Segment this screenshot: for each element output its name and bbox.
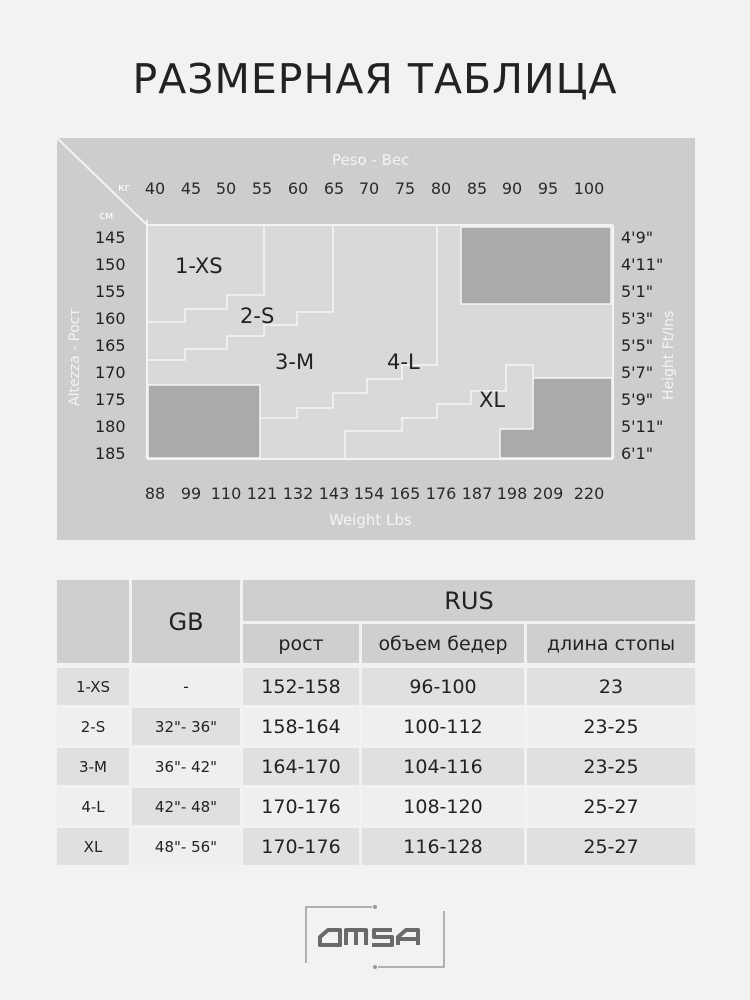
row-gb: - — [132, 668, 240, 705]
row-height: 170-176 — [243, 828, 359, 865]
height-cm-tick: 170 — [95, 363, 126, 382]
row-hips: 100-112 — [362, 708, 524, 745]
omsa-logo — [302, 903, 448, 971]
row-foot: 23-25 — [527, 708, 695, 745]
table-corner-cell — [57, 580, 129, 663]
height-cm-tick: 155 — [95, 282, 126, 301]
height-ft-tick: 5'11" — [621, 417, 664, 436]
weight-lbs-tick: 110 — [210, 484, 242, 503]
row-gb: 32"- 36" — [132, 708, 240, 745]
row-size: 1-XS — [57, 668, 129, 705]
height-unit-label: см — [99, 209, 114, 222]
subheader-foot: длина стопы — [527, 624, 695, 663]
height-cm-tick: 175 — [95, 390, 126, 409]
weight-lbs-tick: 132 — [282, 484, 314, 503]
weight-kg-tick: 90 — [501, 179, 523, 198]
height-cm-tick: 160 — [95, 309, 126, 328]
height-cm-tick: 150 — [95, 255, 126, 274]
zone-label-xl: XL — [479, 388, 506, 412]
page-title: РАЗМЕРНАЯ ТАБЛИЦА — [132, 55, 618, 103]
row-hips: 104-116 — [362, 748, 524, 785]
height-ft-tick: 5'3" — [621, 309, 654, 328]
row-size: 3-M — [57, 748, 129, 785]
row-hips: 108-120 — [362, 788, 524, 825]
weight-kg-tick: 85 — [466, 179, 488, 198]
height-ft-axis-title: Height Ft/Ins — [661, 310, 677, 400]
weight-kg-tick: 100 — [573, 179, 605, 198]
height-cm-tick: 185 — [95, 444, 126, 463]
weight-lbs-tick: 143 — [318, 484, 350, 503]
chart-grid — [57, 138, 695, 540]
weight-kg-tick: 95 — [537, 179, 559, 198]
header-rus: RUS — [243, 580, 695, 621]
zone-label-s: 2-S — [240, 304, 275, 328]
weight-kg-tick: 80 — [430, 179, 452, 198]
omsa-logo-graphic — [302, 903, 448, 971]
weight-kg-tick: 65 — [323, 179, 345, 198]
weight-kg-tick: 45 — [180, 179, 202, 198]
weight-lbs-tick: 154 — [353, 484, 385, 503]
zone-label-xs: 1-XS — [175, 254, 223, 278]
row-size: 2-S — [57, 708, 129, 745]
weight-lbs-axis-title: Weight Lbs — [329, 511, 412, 529]
size-chart — [57, 138, 695, 540]
row-foot: 23-25 — [527, 748, 695, 785]
weight-lbs-tick: 198 — [496, 484, 528, 503]
row-gb: 48"- 56" — [132, 828, 240, 865]
weight-kg-tick: 70 — [358, 179, 380, 198]
row-foot: 25-27 — [527, 788, 695, 825]
weight-lbs-tick: 121 — [246, 484, 278, 503]
row-gb: 42"- 48" — [132, 788, 240, 825]
height-ft-tick: 4'11" — [621, 255, 664, 274]
row-size: 4-L — [57, 788, 129, 825]
weight-unit-label: кг — [118, 181, 131, 194]
weight-lbs-tick: 209 — [532, 484, 564, 503]
row-height: 158-164 — [243, 708, 359, 745]
size-table — [57, 580, 695, 867]
row-height: 164-170 — [243, 748, 359, 785]
dark-block-top-right — [461, 227, 611, 304]
weight-kg-tick: 75 — [394, 179, 416, 198]
subheader-hips: объем бедер — [362, 624, 524, 663]
weight-kg-tick: 50 — [215, 179, 237, 198]
zone-label-m: 3-M — [275, 350, 315, 374]
weight-lbs-tick: 88 — [144, 484, 166, 503]
weight-lbs-tick: 99 — [180, 484, 202, 503]
height-cm-tick: 145 — [95, 228, 126, 247]
weight-axis-title: Peso - Вес — [332, 151, 410, 169]
row-height: 152-158 — [243, 668, 359, 705]
top-border — [147, 220, 613, 225]
row-foot: 23 — [527, 668, 695, 705]
height-ft-tick: 5'1" — [621, 282, 654, 301]
height-ft-tick: 6'1" — [621, 444, 654, 463]
weight-kg-tick: 40 — [144, 179, 166, 198]
row-gb: 36"- 42" — [132, 748, 240, 785]
row-height: 170-176 — [243, 788, 359, 825]
zone-label-l: 4-L — [387, 350, 420, 374]
subheader-height: рост — [243, 624, 359, 663]
height-cm-tick: 165 — [95, 336, 126, 355]
weight-kg-tick: 55 — [251, 179, 273, 198]
height-ft-tick: 5'5" — [621, 336, 654, 355]
header-gb: GB — [132, 580, 240, 663]
row-size: XL — [57, 828, 129, 865]
height-ft-tick: 4'9" — [621, 228, 654, 247]
weight-lbs-tick: 220 — [573, 484, 605, 503]
weight-lbs-tick: 165 — [389, 484, 421, 503]
dark-block-bottom-left — [148, 385, 260, 458]
weight-kg-tick: 60 — [287, 179, 309, 198]
weight-lbs-tick: 176 — [425, 484, 457, 503]
row-foot: 25-27 — [527, 828, 695, 865]
height-ft-tick: 5'7" — [621, 363, 654, 382]
height-cm-tick: 180 — [95, 417, 126, 436]
weight-lbs-tick: 187 — [461, 484, 493, 503]
row-hips: 116-128 — [362, 828, 524, 865]
height-axis-title: Altezza - Рост — [67, 308, 83, 406]
height-ft-tick: 5'9" — [621, 390, 654, 409]
row-hips: 96-100 — [362, 668, 524, 705]
